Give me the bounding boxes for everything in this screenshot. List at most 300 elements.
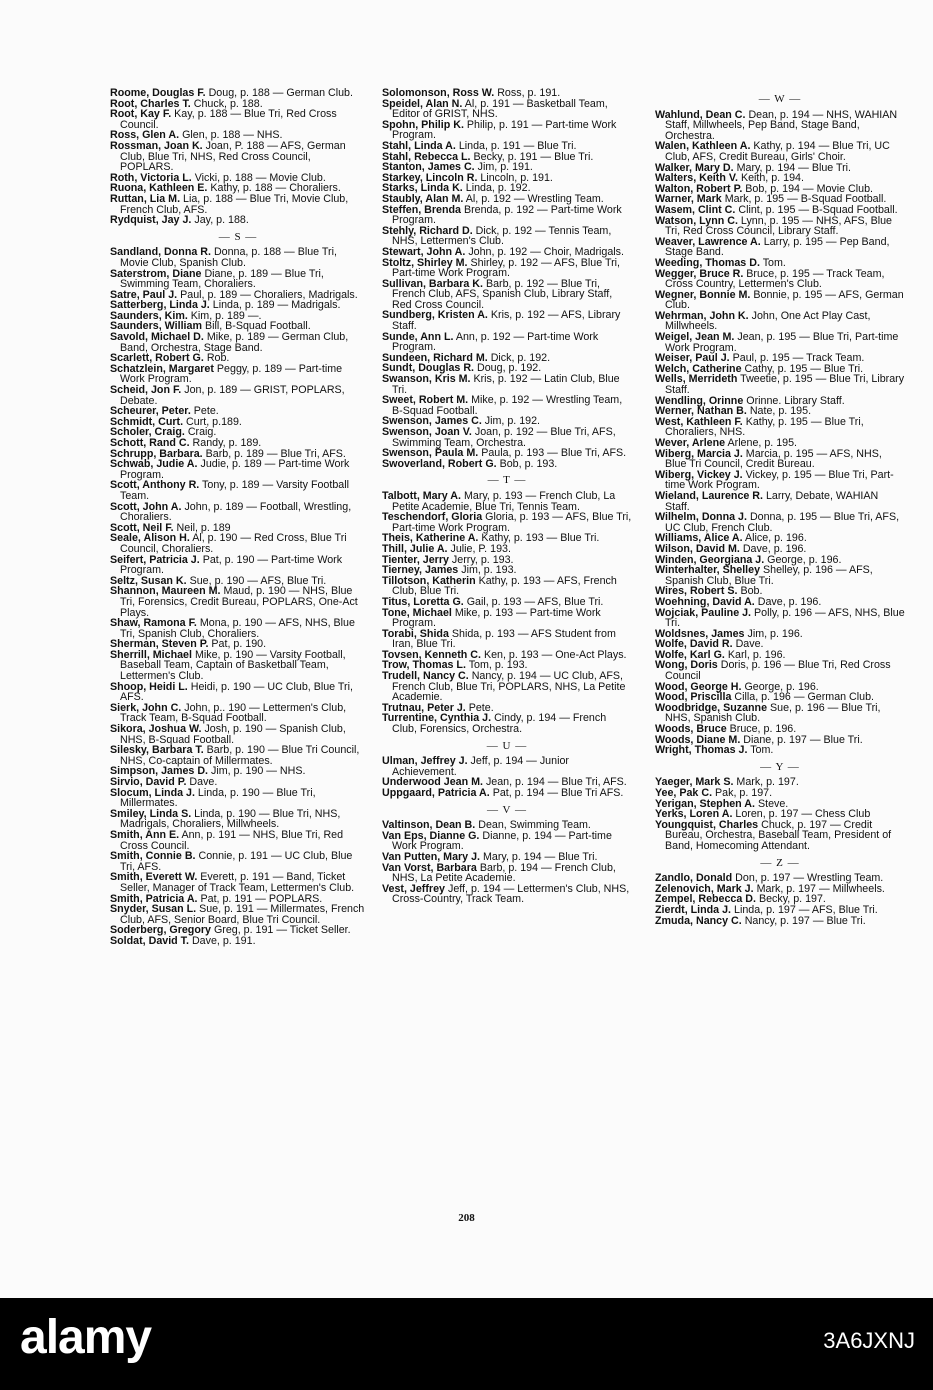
entry-name: Shannon, Maureen M.	[110, 585, 221, 598]
entry-name: Woods, Bruce	[655, 723, 727, 736]
index-column-2	[382, 88, 632, 905]
entry-name: Tienter, Jerry	[382, 553, 449, 566]
entry-name: Smith, Connie B.	[110, 850, 196, 863]
entry-details: George, p. 196.	[767, 553, 842, 566]
page-number: 208	[458, 1212, 475, 1224]
entry-name: Wolfe, Karl G.	[655, 648, 725, 661]
entry-details: Al, p. 192 — Wrestling Team.	[465, 192, 604, 205]
entry-name: Shaw, Ramona F.	[110, 617, 197, 630]
index-entry	[382, 788, 632, 799]
entry-name: Van Vorst, Barbara	[382, 861, 477, 874]
entry-name: Weeding, Thomas D.	[655, 256, 760, 269]
entry-details: John, p. 189 — Football, Wrestling, Choraliers.	[120, 500, 352, 524]
index-entry	[655, 374, 905, 395]
entry-name: Staubly, Alan M.	[382, 192, 464, 205]
entry-details: Nancy, p. 197 — Blue Tri.	[744, 914, 866, 927]
entry-name: Rossman, Joan K.	[110, 139, 203, 152]
entry-name: Smith, Patricia A.	[110, 892, 198, 905]
index-entry	[655, 311, 905, 332]
entry-name: Stanton, James C.	[382, 161, 475, 174]
entry-details: Linda, p. 192.	[465, 182, 531, 195]
index-entry	[655, 745, 905, 756]
entry-name: Sundberg, Kristen A.	[382, 309, 488, 322]
entry-details: Mike, p. 189 — German Club, Band, Orchestra, Stage Band.	[120, 331, 349, 354]
entry-name: Wiberg, Marcia J.	[655, 447, 743, 460]
entry-name: Slocum, Linda J.	[110, 786, 195, 799]
entry-details: Rob.	[206, 352, 230, 365]
entry-details: Connie, p. 191 — UC Club, Blue Tri, AFS.	[120, 850, 353, 873]
entry-details: Doug, p. 188 — German Club.	[208, 87, 353, 99]
entry-name: Sweet, Robert M.	[382, 394, 469, 407]
watermark-logo: alamy	[20, 1311, 152, 1364]
entry-name: Swenson, Paula M.	[382, 447, 479, 460]
index-entry	[110, 109, 366, 130]
entry-details: Mark, p. 197.	[736, 776, 799, 789]
entry-name: Yaeger, Mark S.	[655, 776, 734, 789]
entry-name: Seale, Alison H.	[110, 532, 190, 545]
entry-details: Dean, p. 194 — NHS, WAHIAN Staff, Millwheels, Pep Band, Stage Band, Orchestra.	[665, 108, 898, 142]
entry-details: Joan, p. 192 — Blue Tri, AFS, Swimming Team, Orchestra.	[392, 426, 616, 449]
index-entry	[110, 332, 366, 353]
entry-details: Don, p. 197 — Wrestling Team.	[735, 872, 884, 885]
entry-details: Philip, p. 191 — Part-time Work Program.	[392, 118, 617, 142]
entry-details: Gloria, p. 193 — AFS, Blue Tri, Part-time Work Program.	[392, 511, 632, 534]
index-entry	[382, 226, 632, 247]
entry-details: Bonnie, p. 195 — AFS, German Club.	[665, 288, 904, 312]
entry-name: Saterstrom, Diane	[110, 267, 202, 280]
entry-name: Woldsnes, James	[655, 627, 745, 640]
entry-name: Stahl, Rebecca L.	[382, 150, 471, 163]
index-entry	[110, 533, 366, 554]
entry-details: Dave.	[189, 776, 218, 788]
entry-name: Swoverland, Robert G.	[382, 457, 497, 470]
entry-details: Peggy, p. 189 — Part-time Work Program.	[120, 362, 343, 386]
entry-details: Arlene, p. 195.	[727, 437, 798, 449]
entry-details: Pak, p. 197.	[715, 787, 773, 799]
entry-name: Sierk, John C.	[110, 701, 182, 714]
entry-details: Maud, p. 190 — NHS, Blue Tri, Forensics, Credit Bureau, POPLARS, One-Act Plays.	[120, 585, 358, 619]
index-entry	[655, 237, 905, 258]
entry-name: Wojciak, Pauline J.	[655, 606, 752, 619]
entry-details: Jeff, p. 194 — Junior Achievement.	[392, 755, 569, 778]
entry-name: Welch, Catherine	[655, 362, 742, 375]
entry-details: Ross, p. 191.	[497, 87, 561, 99]
index-entry	[382, 332, 632, 353]
entry-name: Smith, Everett W.	[110, 871, 198, 884]
entry-name: Turrentine, Cynthia J.	[382, 712, 492, 725]
letter-heading: — T —	[487, 474, 527, 487]
index-entry	[382, 205, 632, 226]
entry-details: Polly, p. 196 — AFS, NHS, Blue Tri.	[665, 606, 905, 630]
entry-details: Jim, p. 193.	[461, 564, 517, 577]
entry-name: West, Kathleen F.	[655, 415, 743, 428]
entry-name: Tillotson, Katherin	[382, 574, 476, 587]
entry-name: Swenson, James C.	[382, 415, 482, 428]
entry-details: Donna, p. 195 — Blue Tri, AFS, UC Club, French Club.	[665, 511, 900, 534]
entry-details: Dave, p. 196.	[757, 595, 822, 608]
entry-name: Wood, George H.	[655, 680, 742, 693]
index-entry	[655, 916, 905, 927]
entry-name: Simpson, James D.	[110, 765, 209, 778]
entry-details: Vicki, p. 188 — Movie Club.	[194, 171, 326, 184]
entry-details: Kathy, p. 195 — Blue Tri, Choraliers, NHS.	[665, 415, 864, 439]
index-entry	[655, 660, 905, 681]
index-entry	[110, 555, 366, 576]
entry-name: Scott, Neil F.	[110, 521, 174, 534]
index-entry	[382, 279, 632, 311]
entry-name: Walton, Robert P.	[655, 182, 743, 195]
entry-name: Van Putten, Mary J.	[382, 850, 480, 863]
entry-details: Bob, p. 193.	[499, 457, 558, 470]
watermark-image-id: 3A6JXNJ	[823, 1328, 915, 1353]
entry-details: Ann, p. 192 — Part-time Work Program.	[392, 330, 599, 354]
entry-name: Stoltz, Shirley M.	[382, 256, 468, 269]
entry-details: Mike, p. 190 — Varsity Football, Baseball Team, Captain of Basketball Team, Lettermen's Club.	[120, 648, 346, 683]
entry-details: Bob, p. 194 — Movie Club.	[745, 182, 874, 195]
index-entry	[382, 491, 632, 512]
index-entry	[110, 936, 366, 947]
index-entry	[110, 247, 366, 268]
entry-details: Orinne. Library Staff.	[746, 394, 845, 407]
entry-details: Cilla, p. 196 — German Club.	[734, 691, 874, 704]
entry-name: Scheid, Jon F.	[110, 384, 182, 397]
entry-details: Greg, p. 191 — Ticket Seller.	[213, 924, 351, 937]
entry-details: Nancy, p. 194 — UC Club, AFS, French Club, Blue Tri, POPLARS, NHS, La Petite Academie.	[392, 670, 626, 704]
entry-name: Youngquist, Charles	[655, 818, 759, 831]
index-entry	[655, 470, 905, 491]
entry-details: Paul, p. 195 — Track Team.	[732, 352, 865, 365]
entry-name: Wilson, David M.	[655, 542, 740, 555]
entry-name: Warner, Mark	[655, 193, 722, 206]
entry-name: Scott, John A.	[110, 500, 182, 513]
entry-details: Dave, p. 191.	[191, 934, 256, 947]
entry-details: George, p. 196.	[744, 680, 819, 693]
entry-details: Lynn, p. 195 — NHS, AFS, Blue Tri, Red Cross Council, Library Staff.	[665, 214, 892, 238]
index-entry	[110, 459, 366, 480]
entry-name: Walker, Mary D.	[655, 161, 734, 174]
entry-details: Jean, p. 195 — Blue Tri, Part-time Work Program.	[665, 331, 899, 354]
entry-details: Barb, p. 192 — Blue Tri, French Club, AFS, Spanish Club, Library Staff, Red Cross Council.	[392, 277, 613, 311]
entry-name: Satre, Paul J.	[110, 288, 178, 301]
entry-details: Barb, p. 189 — Blue Tri, AFS.	[205, 447, 346, 460]
entry-details: Doug, p. 192.	[477, 362, 542, 375]
entry-details: Chuck, p. 188.	[193, 97, 263, 110]
entry-details: Alice, p. 196.	[745, 532, 807, 545]
entry-name: Sherman, Steven P.	[110, 638, 209, 651]
entry-details: Mark, p. 197 — Millwheels.	[756, 882, 885, 895]
entry-details: Kris, p. 192 — Latin Club, Blue Tri.	[392, 373, 620, 396]
index-entry	[655, 608, 905, 629]
entry-name: Titus, Loretta G.	[382, 595, 464, 608]
entry-details: Pat, p. 190 — Part-time Work Program.	[120, 553, 343, 577]
entry-details: Donna, p. 188 — Blue Tri, Movie Club, Spanish Club.	[120, 246, 337, 269]
entry-name: Weiser, Paul J.	[655, 352, 730, 365]
entry-details: Shelley, p. 196 — AFS, Spanish Club, Blue Tri.	[665, 564, 873, 587]
entry-name: Steffen, Brenda	[382, 203, 461, 216]
index-entry	[382, 512, 632, 533]
entry-details: Mona, p. 190 — AFS, NHS, Blue Tri, Spanish Club, Choraliers.	[120, 617, 355, 640]
entry-details: Doris, p. 196 — Blue Tri, Red Cross Council	[665, 659, 891, 683]
entry-details: Dave, p. 196.	[742, 542, 807, 555]
entry-name: Theis, Katherine A.	[382, 532, 479, 545]
entry-name: Werner, Nathan B.	[655, 405, 747, 418]
entry-name: Weaver, Lawrence A.	[655, 235, 761, 248]
entry-details: Linda, p. 190 — Blue Tri, NHS, Madrigals, Choraliers, Millwheels.	[120, 807, 341, 831]
entry-details: Bruce, p. 196.	[729, 723, 797, 736]
entry-details: Barb, p. 194 — French Club, NHS, La Petite Academie.	[392, 861, 616, 885]
entry-details: Heidi, p. 190 — UC Club, Blue Tri, AFS.	[120, 680, 353, 704]
index-entry	[110, 364, 366, 385]
index-entry	[382, 459, 632, 470]
entry-details: Jerry, p. 193.	[451, 553, 514, 566]
entry-name: Wilhelm, Donna J.	[655, 511, 747, 524]
entry-name: Roome, Douglas F.	[110, 87, 206, 99]
entry-name: Woehning, David A.	[655, 595, 755, 608]
entry-name: Ruttan, Lia M.	[110, 192, 181, 205]
entry-details: Jim, p. 190 — NHS.	[211, 765, 306, 778]
entry-details: Bill, B-Squad Football.	[204, 320, 311, 333]
entry-name: Root, Charles T.	[110, 97, 191, 110]
index-entry	[110, 650, 366, 682]
entry-name: Thill, Julie A.	[382, 542, 448, 555]
index-entry	[110, 809, 366, 830]
entry-name: Walen, Kathleen A.	[655, 140, 751, 153]
entry-details: Mary, p. 194 — Blue Tri.	[736, 161, 852, 174]
entry-name: Woodbridge, Suzanne	[655, 701, 768, 714]
entry-name: Satterberg, Linda J.	[110, 299, 210, 312]
entry-name: Scott, Anthony R.	[110, 479, 200, 492]
index-entry	[110, 618, 366, 639]
entry-details: Jeff, p. 194 — Lettermen's Club, NHS, Cross-Country, Track Team.	[392, 882, 630, 906]
index-entry	[655, 820, 905, 852]
entry-name: Schatzlein, Margaret	[110, 362, 214, 375]
index-entry	[382, 831, 632, 852]
entry-details: Nate, p. 195.	[749, 405, 812, 418]
entry-name: Wiberg, Vickey J.	[655, 468, 743, 481]
index-entry	[110, 851, 366, 872]
entry-name: Weigel, Jean M.	[655, 331, 735, 344]
entry-details: Marcia, p. 195 — AFS, NHS, Blue Tri Council, Credit Bureau.	[665, 447, 882, 471]
index-entry	[655, 417, 905, 438]
entry-details: Dean, Swimming Team.	[478, 819, 591, 832]
index-entry	[655, 269, 905, 290]
letter-heading: — S —	[218, 230, 258, 243]
entry-details: Jim, p. 196.	[747, 627, 803, 640]
entry-details: Tom.	[762, 256, 786, 269]
entry-name: Wegner, Bonnie M.	[655, 288, 751, 301]
entry-name: Wendling, Orinne	[655, 394, 744, 407]
entry-details: Mark, p. 195 — B-Squad Football.	[724, 193, 887, 206]
index-entry	[655, 565, 905, 586]
entry-details: Sue, p. 190 — AFS, Blue Tri.	[189, 574, 327, 587]
index-entry	[110, 872, 366, 893]
entry-name: Winterhalter, Shelley	[655, 564, 761, 577]
entry-name: Solomonson, Ross W.	[382, 87, 495, 99]
entry-details: Clint, p. 195 — B-Squad Football.	[738, 203, 898, 216]
entry-name: Zandlo, Donald	[655, 872, 733, 885]
entry-details: Linda, p. 189 — Madrigals.	[212, 299, 341, 312]
index-entry	[382, 120, 632, 141]
entry-name: Watson, Lynn C.	[655, 214, 738, 227]
entry-details: Paul, p. 189 — Choraliers, Madrigals.	[180, 288, 358, 301]
index-entry	[110, 788, 366, 809]
index-entry	[655, 703, 905, 724]
entry-name: Torabi, Shida	[382, 627, 449, 640]
entry-details: Jon, p. 189 — GRIST, POPLARS, Debate.	[120, 384, 345, 407]
entry-name: Trudell, Nancy C.	[382, 670, 469, 683]
entry-name: Stehly, Richard D.	[382, 224, 473, 237]
entry-details: Tweetie, p. 195 — Blue Tri, Library Staff.	[665, 373, 905, 397]
entry-details: Keith, p. 194.	[740, 172, 804, 185]
index-entry	[382, 310, 632, 331]
entry-details: Pat, p. 194 — Blue Tri AFS.	[492, 787, 624, 799]
entry-name: Schwab, Judie A.	[110, 458, 198, 471]
entry-details: Mike, p. 192 — Wrestling Team, B-Squad Football.	[392, 394, 623, 417]
index-entry	[110, 586, 366, 618]
entry-details: Josh, p. 190 — Spanish Club, NHS, B-Squad Football.	[120, 723, 346, 746]
entry-name: Sirvio, David P.	[110, 776, 187, 788]
entry-details: Jim, p. 191.	[477, 161, 533, 174]
entry-details: Cindy, p. 194 — French Club, Forensics, Orchestra.	[392, 712, 607, 736]
entry-details: Dave.	[735, 638, 764, 651]
entry-name: Zelenovich, Mark J.	[655, 882, 754, 895]
entry-details: Paula, p. 193 — Blue Tri, AFS.	[481, 447, 627, 460]
entry-details: John, One Act Play Cast, Millwheels.	[665, 309, 871, 333]
index-entry	[110, 830, 366, 851]
entry-details: Jean, p. 194 — Blue Tri, AFS.	[485, 776, 627, 789]
entry-details: Mary, p. 194 — Blue Tri.	[482, 850, 598, 863]
letter-heading: — U —	[486, 739, 528, 752]
entry-name: Schott, Rand C.	[110, 437, 190, 449]
entry-details: Tony, p. 189 — Varsity Football Team.	[120, 479, 349, 502]
entry-details: Jay, p. 188.	[194, 214, 249, 227]
entry-details: Tom, p. 193.	[468, 659, 528, 672]
index-entry	[382, 258, 632, 279]
entry-details: Neil, p. 189	[176, 521, 231, 534]
entry-details: Larry, p. 195 — Pep Band, Stage Band.	[665, 235, 890, 259]
entry-name: Scholer, Craig.	[110, 426, 185, 439]
entry-details: Steve.	[757, 797, 789, 810]
entry-name: Stahl, Linda A.	[382, 139, 456, 152]
entry-details: Al, p. 191 — Basketball Team, Editor of GRIST, NHS.	[392, 97, 608, 121]
index-entry	[382, 713, 632, 734]
entry-details: Everett, p. 191 — Band, Ticket Seller, Manager of Track Team, Lettermen's Club.	[120, 871, 355, 894]
entry-name: Stewart, John A.	[382, 245, 466, 258]
index-entry	[110, 703, 366, 724]
index-entry	[382, 863, 632, 884]
entry-details: Tom.	[750, 744, 774, 757]
index-column-3	[655, 88, 905, 926]
entry-name: Starks, Linda K.	[382, 182, 463, 195]
entry-details: Ken, p. 193 — One-Act Plays.	[483, 648, 627, 661]
entry-name: Wahlund, Dean C.	[655, 108, 746, 121]
entry-details: Vickey, p. 195 — Blue Tri, Part-time Work Program.	[665, 468, 894, 492]
entry-details: Julie, P. 193.	[450, 542, 511, 555]
entry-name: Soldat, David T.	[110, 934, 189, 947]
index-entry	[382, 884, 632, 905]
entry-name: Scarlett, Robert G.	[110, 352, 204, 365]
index-entry	[382, 427, 632, 448]
index-entry	[382, 608, 632, 629]
index-entry	[382, 395, 632, 416]
entry-details: Kathy, p. 193 — AFS, French Club, Blue Tri.	[392, 574, 617, 598]
entry-details: Bruce, p. 195 — Track Team, Cross Country, Lettermen's Club.	[665, 267, 885, 291]
entry-details: John, p. 192 — Choir, Madrigals.	[468, 245, 624, 258]
entry-details: Linda, p. 190 — Blue Tri, Millermates.	[120, 786, 316, 810]
index-entry	[655, 491, 905, 512]
entry-details: Ann, p. 191 — NHS, Blue Tri, Red Cross Council.	[120, 828, 344, 852]
entry-details: Mike, p. 193 — Part-time Work Program.	[392, 606, 601, 630]
entry-details: Pete.	[468, 701, 494, 714]
entry-name: Wehrman, John K.	[655, 309, 749, 322]
entry-details: Cathy, p. 195 — Blue Tri.	[744, 362, 864, 375]
entry-details: Loren, p. 197 — Chess Club	[735, 808, 871, 821]
entry-name: Savold, Michael D.	[110, 331, 204, 344]
entry-name: Shoop, Heidi L.	[110, 680, 188, 693]
entry-name: Ulman, Jeffrey J.	[382, 755, 468, 768]
entry-details: Barb, p. 190 — Blue Tri Council, NHS, Co-captain of Millermates.	[120, 744, 360, 767]
entry-name: Underwood Jean M.	[382, 776, 483, 789]
entry-name: Schmidt, Curt.	[110, 415, 184, 428]
index-entry	[382, 671, 632, 703]
entry-name: Sikora, Joshua W.	[110, 723, 202, 736]
entry-name: Sundeen, Richard M.	[382, 351, 488, 364]
letter-heading: — V —	[486, 803, 528, 816]
entry-name: Zempel, Rebecca D.	[655, 893, 756, 906]
entry-details: Chuck, p. 197 — Credit Bureau, Orchestra, Baseball Team, President of Band, Homecoming Attendant.	[665, 818, 892, 852]
entry-details: Brenda, p. 192 — Part-time Work Program.	[392, 203, 622, 227]
entry-name: Tovsen, Kenneth C.	[382, 648, 481, 661]
entry-name: Wasem, Clint C.	[655, 203, 736, 216]
index-entry	[655, 290, 905, 311]
entry-name: Snyder, Susan L.	[110, 903, 197, 916]
index-entry	[655, 216, 905, 237]
index-entry	[655, 332, 905, 353]
entry-name: Wegger, Bruce R.	[655, 267, 744, 280]
entry-name: Speidel, Alan N.	[382, 97, 463, 110]
index-entry	[655, 512, 905, 533]
entry-name: Wells, Merrideth	[655, 373, 738, 386]
entry-name: Tierney, James	[382, 564, 459, 577]
entry-name: Wires, Robert S.	[655, 585, 738, 598]
index-entry	[110, 269, 366, 290]
entry-details: Karl, p. 196.	[727, 648, 786, 661]
entry-details: Bob.	[740, 585, 763, 598]
entry-name: Williams, Alice A.	[655, 532, 743, 545]
entry-name: Uppgaard, Patricia A.	[382, 787, 490, 799]
index-entry	[110, 385, 366, 406]
entry-name: Spohn, Philip K.	[382, 118, 464, 131]
entry-name: Scheurer, Peter.	[110, 405, 191, 418]
entry-name: Trutnau, Peter J.	[382, 701, 466, 714]
index-entry	[382, 629, 632, 650]
entry-name: Seifert, Patricia J.	[110, 553, 200, 566]
entry-details: Shirley, p. 192 — AFS, Blue Tri, Part-time Work Program.	[392, 256, 620, 280]
entry-name: Zmuda, Nancy C.	[655, 914, 742, 927]
entry-name: Valtinson, Dean B.	[382, 819, 476, 832]
entry-details: Dianne, p. 194 — Part-time Work Program.	[392, 829, 612, 853]
entry-details: Kim, p. 189 —.	[190, 309, 262, 322]
entry-name: Yerks, Loren A.	[655, 808, 733, 821]
entry-details: Al, p. 190 — Red Cross, Blue Tri Council, Choraliers.	[120, 532, 347, 555]
entry-details: Jim, p. 192.	[484, 415, 541, 428]
entry-name: Sherrill, Michael	[110, 648, 192, 661]
entry-details: Judie, p. 189 — Part-time Work Program.	[120, 458, 350, 481]
index-entry	[110, 682, 366, 703]
entry-details: Becky, p. 191 — Blue Tri.	[473, 150, 594, 163]
entry-name: Saunders, Kim.	[110, 309, 188, 322]
entry-name: Zierdt, Linda J.	[655, 903, 732, 916]
